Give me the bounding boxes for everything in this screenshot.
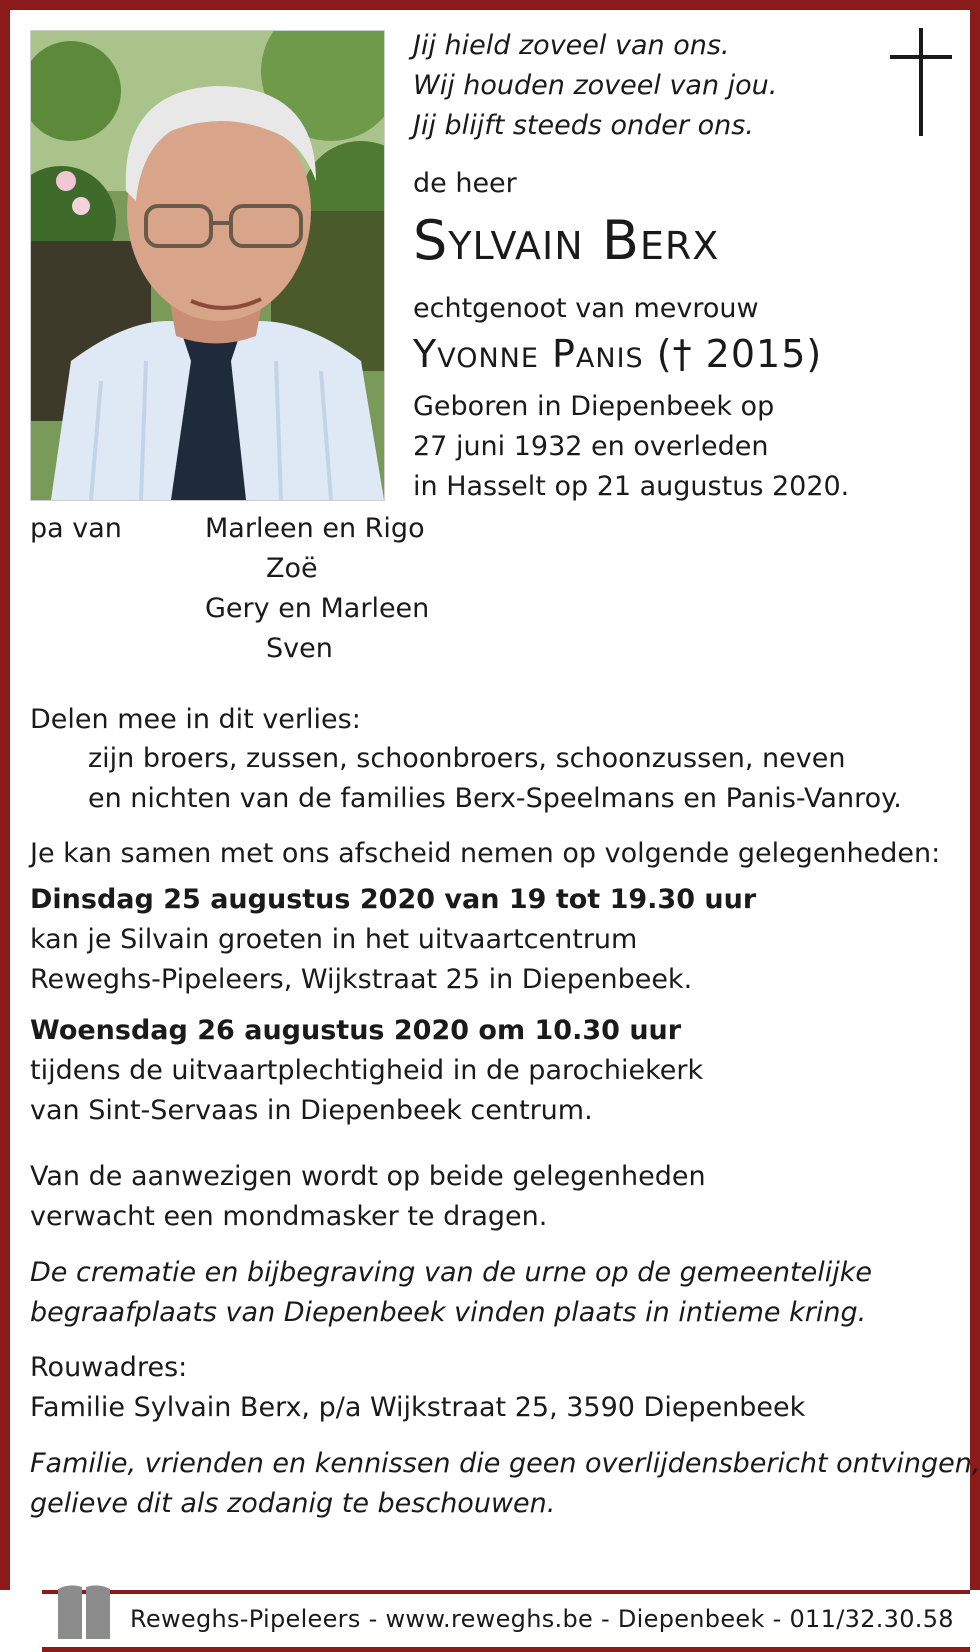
mask-notice: [30, 1157, 706, 1237]
birth-death-line: Geboren in Diepenbeek op: [413, 391, 775, 422]
event-line: Reweghs-Pipeleers, Wijkstraat 25 in Diepenbeek.: [30, 964, 693, 995]
mourners-line: zijn broers, zussen, schoonbroers, schoonzussen, neven: [88, 743, 846, 774]
mask-line: Van de aanwezigen wordt op beide gelegenheden: [30, 1161, 706, 1192]
verse: [413, 26, 777, 146]
birth-death-line: 27 juni 1932 en overleden: [413, 431, 769, 462]
event-1: [30, 880, 756, 1000]
event-heading: Woensdag 26 augustus 2020 om 10.30 uur: [30, 1015, 682, 1046]
cremation-line: begraafplaats van Diepenbeek vinden plaats in intieme kring.: [30, 1297, 867, 1328]
event-heading: Dinsdag 25 augustus 2020 van 19 tot 19.30 uur: [30, 884, 757, 915]
event-line: kan je Silvain groeten in het uitvaartcentrum: [30, 924, 638, 955]
closing-line: Familie, vrienden en kennissen die geen overlijdensbericht ontvingen,: [30, 1448, 980, 1479]
mourners-list: [88, 739, 902, 819]
verse-line: Jij hield zoveel van ons.: [413, 30, 730, 61]
farewell-intro: Je kan samen met ons afscheid nemen op volgende gelegenheden:: [30, 838, 941, 869]
cremation-line: De crematie en bijbegraving van de urne op de gemeentelijke: [30, 1257, 872, 1288]
grandchild-line: Sven: [266, 633, 333, 664]
verse-line: Wij houden zoveel van jou.: [413, 70, 778, 101]
mourners-line: en nichten van de families Berx-Speelmans en Panis-Vanroy.: [88, 783, 902, 814]
footer-rule: [42, 1647, 970, 1652]
children-label: pa van: [30, 513, 122, 544]
event-line: van Sint-Servaas in Diepenbeek centrum.: [30, 1095, 593, 1126]
footer-contact: Reweghs-Pipeleers - www.reweghs.be - Diepenbeek - 011/32.30.58: [130, 1605, 954, 1633]
funeral-home-logo-icon: [58, 1581, 110, 1639]
cremation-notice: [30, 1253, 872, 1333]
child-line: Marleen en Rigo: [205, 513, 425, 544]
closing-line: gelieve dit als zodanig te beschouwen.: [30, 1488, 556, 1519]
portrait-photo: [30, 30, 385, 501]
address-line: Familie Sylvain Berx, p/a Wijkstraat 25, 3590 Diepenbeek: [30, 1392, 806, 1423]
footer-rule: [42, 1590, 970, 1594]
cross-icon: [890, 28, 952, 136]
closing-note: [30, 1444, 980, 1524]
mask-line: verwacht een mondmasker te dragen.: [30, 1201, 548, 1232]
grandchild-line: Zoë: [266, 553, 318, 584]
spouse-intro: echtgenoot van mevrouw: [413, 293, 759, 324]
address-label: Rouwadres:: [30, 1352, 188, 1383]
verse-line: Jij blijft steeds onder ons.: [413, 110, 754, 141]
event-2: [30, 1011, 703, 1131]
deceased-name: Sylvain Berx: [413, 209, 720, 272]
birth-death-line: in Hasselt op 21 augustus 2020.: [413, 471, 850, 502]
event-line: tijdens de uitvaartplechtigheid in de parochiekerk: [30, 1055, 704, 1086]
spouse-name: Yvonne Panis († 2015): [413, 332, 823, 376]
mourning-address: [30, 1348, 805, 1428]
mourners-intro: Delen mee in dit verlies:: [30, 704, 361, 735]
title-prefix: de heer: [413, 168, 517, 199]
birth-death-details: [413, 387, 849, 507]
children-list: [205, 509, 429, 669]
child-line: Gery en Marleen: [205, 593, 430, 624]
